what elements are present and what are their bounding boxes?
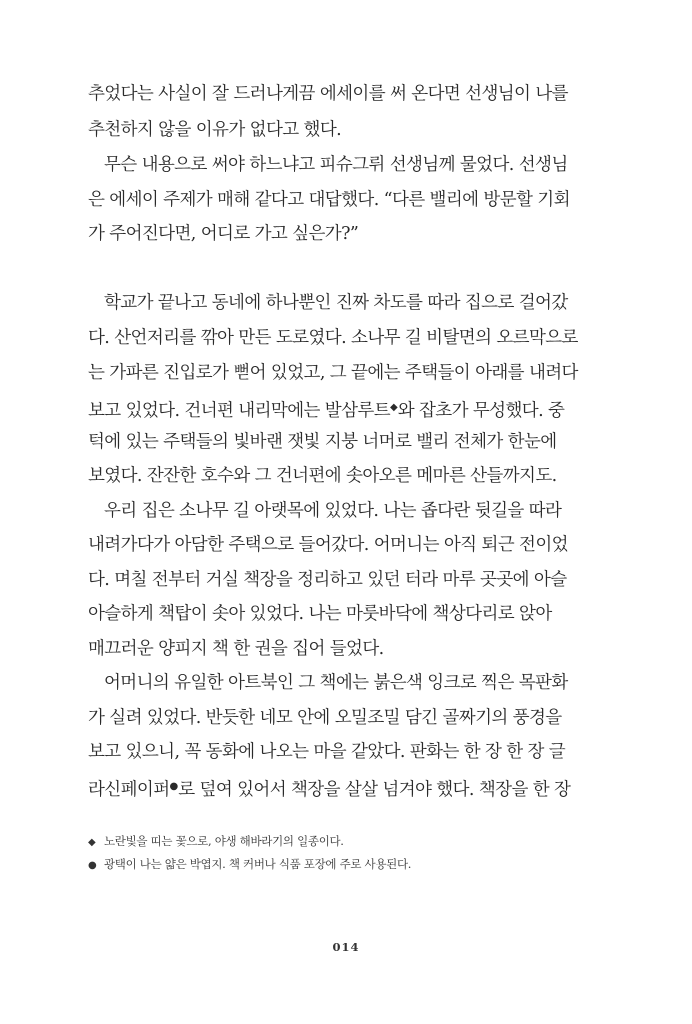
body-line: 학교가 끝나고 동네에 하나뿐인 진짜 차도를 따라 집으로 걸어갔 — [104, 293, 568, 313]
body-line: 다. 산언저리를 깎아 만든 도로였다. 소나무 길 비탈면의 오르막으로 — [88, 328, 578, 348]
body-line: 보고 있으니, 꼭 동화에 나오는 마을 같았다. 판화는 한 장 한 장 글 — [88, 742, 566, 762]
body-line: 보였다. 잔잔한 호수와 그 건너편에 솟아오른 메마른 산들까지도. — [88, 466, 557, 486]
body-line: 는 가파른 진입로가 뻗어 있었고, 그 끝에는 주택들이 아래를 내려다 — [88, 363, 578, 383]
body-line — [88, 775, 571, 802]
body-line — [88, 396, 565, 423]
body-line: 우리 집은 소나무 길 아랫목에 있었다. 나는 좁다란 뒷길을 따라 — [104, 501, 562, 521]
footnote — [88, 856, 568, 874]
body-text: 라신페이퍼 — [88, 780, 170, 800]
body-line: 턱에 있는 주택들의 빛바랜 잿빛 지붕 너머로 밸리 전체가 한눈에 — [88, 432, 557, 452]
body-line: 은 에세이 주제가 매해 같다고 대답했다. “다른 밸리에 방문할 기회 — [88, 190, 570, 210]
footnote-marker: ● — [169, 781, 179, 792]
body-line: 가 실려 있었다. 반듯한 네모 안에 오밀조밀 담긴 골짜기의 풍경을 — [88, 708, 562, 728]
footnote-marker: ◆ — [390, 402, 398, 413]
body-text: 와 잡초가 무성했다. 중 — [397, 401, 565, 421]
body-line: 내려가다가 아담한 주택으로 들어갔다. 어머니는 아직 퇴근 전이었 — [88, 535, 568, 555]
page-number: 014 — [332, 940, 360, 954]
body-line: 가 주어진다면, 어디로 가고 싶은가?” — [88, 224, 359, 244]
footnote-text: 광택이 나는 얇은 박엽지. 책 커버나 식품 포장에 주로 사용된다. — [104, 857, 412, 871]
body-line: 다. 며칠 전부터 거실 책장을 정리하고 있던 터라 마루 곳곳에 아슬 — [88, 570, 567, 590]
footnote-bullet-icon: ● — [88, 860, 97, 871]
footnote-text: 노란빛을 띠는 꽃으로, 야생 해바라기의 일종이다. — [104, 834, 344, 848]
footnote — [88, 833, 568, 851]
footnote-bullet-icon: ◆ — [88, 837, 96, 848]
body-line: 아슬하게 책탑이 솟아 있었다. 나는 마룻바닥에 책상다리로 앉아 — [88, 604, 552, 624]
body-text: 로 덮여 있어서 책장을 살살 넘겨야 했다. 책장을 한 장 — [178, 780, 571, 800]
body-line: 어머니의 유일한 아트북인 그 책에는 붉은색 잉크로 찍은 목판화 — [104, 673, 568, 693]
body-line: 무슨 내용으로 써야 하느냐고 피슈그뤼 선생님께 물었다. 선생님 — [104, 155, 568, 175]
body-text: 보고 있었다. 건너편 내리막에는 발삼루트 — [88, 401, 390, 421]
body-line: 매끄러운 양피지 책 한 권을 집어 들었다. — [88, 639, 384, 659]
body-line: 추었다는 사실이 잘 드러나게끔 에세이를 써 온다면 선생님이 나를 — [88, 84, 568, 104]
body-line: 추천하지 않을 이유가 없다고 했다. — [88, 120, 342, 140]
